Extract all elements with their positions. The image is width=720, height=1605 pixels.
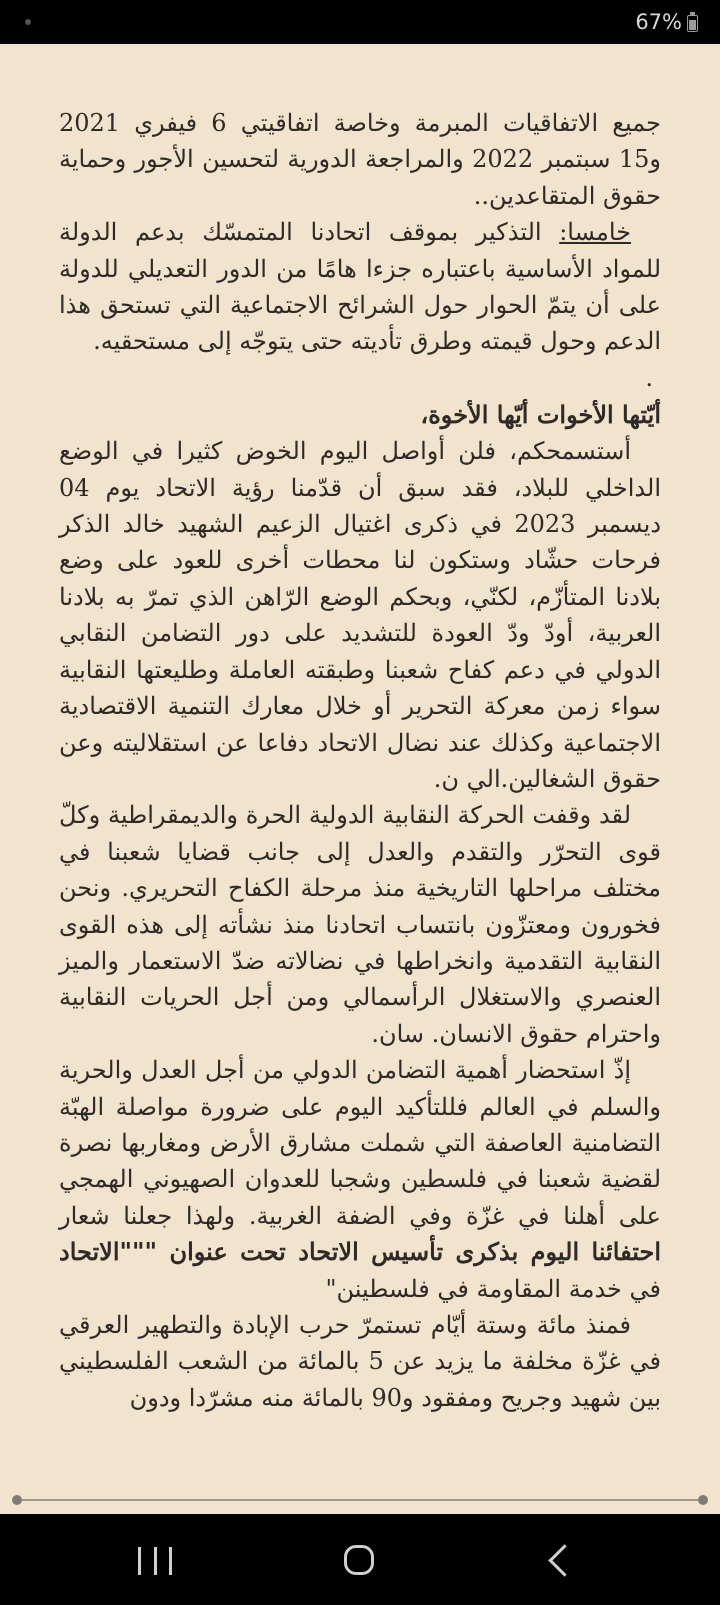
fifth-text: التذكير بموقف اتحادنا المتمسّك بدعم الدولة للمواد الأساسية باعتباره جزءا هامًا من الدور التعديلي للدولة على أن يتمّ الحوار حول الشرائح الاجتماعية التي تستحق هذا الدعم وحول قيمته وطرق تأديته حتى يتوجّه إلى مستحقيه. [59, 218, 661, 356]
paragraph-gaza: فمنذ مائة وستة أيّام تستمرّ حرب الإبادة والتطهير العرقي في غزّة مخلفة ما يزيد عن 5 بالمائة من الشعب الفلسطيني بين شهيد وجريح ومفقود و90 بالمائة منه مشرّدا ودون [59, 1311, 662, 1412]
slogan-bold: احتفائنا اليوم بذكرى تأسيس الاتحاد تحت عنوان """الاتحاد [59, 1237, 661, 1267]
fifth-label: خامسا: [559, 218, 631, 247]
progress-end-handle[interactable] [698, 1495, 708, 1505]
slogan-end: في خدمة المقاومة في فلسطينن" [325, 1274, 661, 1303]
progress-start-handle[interactable] [12, 1495, 22, 1505]
notification-dot-icon [25, 19, 31, 25]
reading-progress-track[interactable] [16, 1499, 704, 1501]
article-text [59, 105, 661, 1416]
paragraph-fifth [59, 214, 661, 360]
battery-percentage: 67% [635, 10, 682, 34]
paragraph-union-movement: لقد وقفت الحركة النقابية الدولية الحرة والديمقراطية وكلّ قوى التحرّر والتقدم والعدل إلى جانب قضايا شعبنا في مختلف مراحلها التاريخية منذ مرحلة الكفاح التحريري. ونحن فخورون ومعتزّون بانتساب اتحادنا منذ نشأته إلى هذه القوى النقابية التقدمية وانخراطها في نضالاته ضدّ الاستعمار والميز العنصري والاستغلال الرأسمالي ومن أجل الحريات النقابية واحترام حقوق الانسان. سان. [59, 801, 661, 1048]
navigation-bar [0, 1514, 720, 1605]
home-icon[interactable] [344, 1545, 374, 1575]
reader-page[interactable] [0, 44, 720, 1514]
status-bar [0, 0, 720, 44]
back-icon[interactable] [548, 1544, 581, 1577]
paragraph-dot: . [645, 363, 653, 392]
paragraph-agreements: جميع الاتفاقيات المبرمة وخاصة اتفاقيتي 6 فيفري 2021 و15 سبتمبر 2022 والمراجعة الدورية لتحسين الأجور وحماية حقوق المتقاعدين.. [59, 109, 661, 210]
solidarity-text: إذّ استحضار أهمية التضامن الدولي من أجل العدل والحرية والسلم في العالم فللتأكيد اليوم على ضرورة مواصلة الهبّة التضامنية العاصفة التي شملت مشارق الأرض ومغاربها نصرة لقضية شعبنا في فلسطين وشجبا للعدوان الصهيوني الهمجي على أهلنا في غزّة وفي الضفة الغربية. ولهذا جعلنا شعار [59, 1056, 661, 1230]
recent-apps-icon[interactable] [138, 1547, 172, 1575]
paragraph-internal-situation: أستسمحكم، فلن أواصل اليوم الخوض كثيرا في الوضع الداخلي للبلاد، فقد سبق أن قدّمنا رؤية الاتحاد يوم 04 ديسمبر 2023 في ذكرى اغتيال الزعيم الشهيد خالد الذكر فرحات حشّاد وستكون لنا محطات أخرى للعود على وضع بلادنا المتأزّم، لكنّي، وبحكم الوضع الرّاهن الذي تمرّ به بلادنا العربية، أودّ ودّ العودة للتشديد على دور التضامن النقابي الدولي في دعم كفاح شعبنا وطبقته العاملة وطليعتها النقابية سواء زمن معركة التحرير أو خلال معارك التنمية الاقتصادية الاجتماعية وكذلك عند نضال الاتحاد دفاعا عن استقلاليته وعن حقوق الشغالين.الي ن. [59, 437, 662, 793]
section-heading: أيّتها الأخوات أيّها الأخوة، [420, 399, 661, 429]
battery-icon [687, 15, 698, 32]
paragraph-solidarity [59, 1052, 661, 1307]
